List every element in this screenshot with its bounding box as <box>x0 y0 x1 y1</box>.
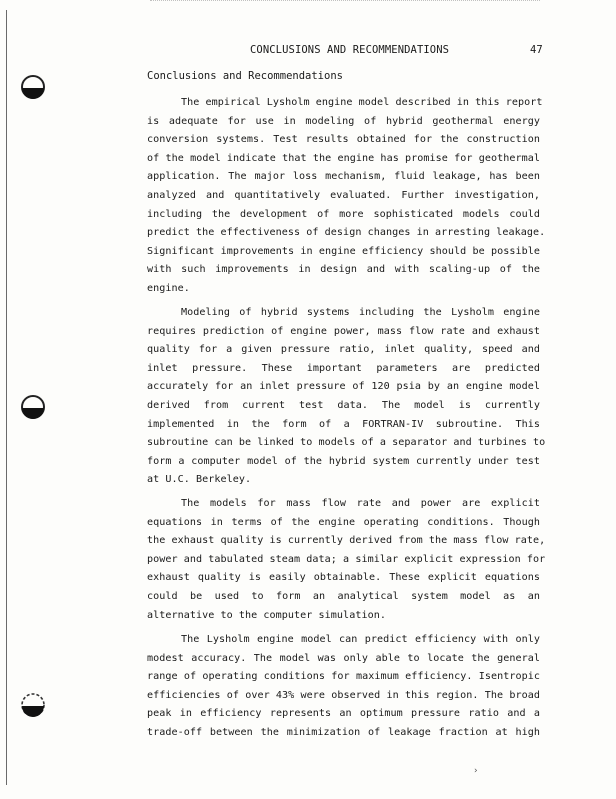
binder-hole-icon <box>20 392 46 422</box>
paragraph <box>147 94 546 299</box>
text-line: at U.C. Berkeley. <box>147 474 252 486</box>
scan-mark: › <box>473 766 479 776</box>
text-line: could be used to form an analytical system model as an <box>147 590 540 602</box>
binder-hole-icon <box>20 690 46 720</box>
text-line: derived from current test data. The model is currently <box>147 399 540 411</box>
text-line: is adequate for use in modeling of hybrid geothermal energy <box>147 115 540 127</box>
text-line: efficiencies of over 43% were observed in this region. The broad <box>147 689 540 701</box>
paragraph <box>147 631 540 743</box>
section-title: Conclusions and Recommendations <box>147 70 343 82</box>
scan-artifact <box>150 0 540 7</box>
text-line: inlet pressure. These important parameters are predicted <box>147 362 540 374</box>
text-line: Significant improvements in engine efficiency should be possible <box>147 245 540 257</box>
page-edge-line <box>6 10 7 785</box>
text-line: range of operating conditions for maximum efficiency. Isentropic <box>147 671 540 683</box>
text-line: implemented in the form of a FORTRAN-IV subroutine. This <box>147 418 540 430</box>
text-line: exhaust quality is easily obtainable. These explicit equations <box>147 572 540 584</box>
text-line: accurately for an inlet pressure of 120 psia by an engine model <box>147 381 540 393</box>
paragraph <box>147 304 546 490</box>
text-line: engine. <box>147 282 190 294</box>
text-line: Modeling of hybrid systems including the Lysholm engine <box>181 307 540 318</box>
text-line: the exhaust quality is currently derived from the mass flow rate, <box>147 535 546 547</box>
paragraph <box>147 495 546 625</box>
text-line: analyzed and quantitatively evaluated. Further investigation, <box>147 189 540 201</box>
page-number: 47 <box>530 44 543 56</box>
text-line: equations in terms of the engine operating conditions. Though <box>147 516 540 528</box>
text-line: application. The major loss mechanism, fluid leakage, has been <box>147 171 540 183</box>
text-line: The Lysholm engine model can predict efficiency with only <box>181 634 540 645</box>
text-line: power and tabulated steam data; a similar explicit expression for <box>147 553 546 565</box>
text-line: subroutine can be linked to models of a separator and turbines to <box>147 437 546 449</box>
text-line: alternative to the computer simulation. <box>147 609 386 621</box>
text-line: quality for a given pressure ratio, inlet quality, speed and <box>147 344 540 356</box>
running-header: CONCLUSIONS AND RECOMMENDATIONS <box>250 44 450 56</box>
text-line: of the model indicate that the engine has promise for geothermal <box>147 152 540 164</box>
text-line: conversion systems. Test results obtained for the construction <box>147 134 540 146</box>
text-line: requires prediction of engine power, mass flow rate and exhaust <box>147 325 540 337</box>
text-line: including the development of more sophisticated models could <box>147 208 540 220</box>
binder-hole-icon <box>20 72 46 102</box>
text-line: The models for mass flow rate and power are explicit <box>181 498 540 509</box>
text-line: The empirical Lysholm engine model described in this report <box>181 97 543 108</box>
text-line: modest accuracy. The model was only able to locate the general <box>147 652 540 664</box>
text-line: peak in efficiency represents an optimum pressure ratio and a <box>147 708 540 720</box>
text-line: form a computer model of the hybrid system currently under test <box>147 455 540 467</box>
text-line: predict the effectiveness of design changes in arresting leakage. <box>147 227 546 239</box>
text-line: with such improvements in design and with scaling-up of the <box>147 264 540 276</box>
text-line: trade-off between the minimization of leakage fraction at high <box>147 726 540 738</box>
